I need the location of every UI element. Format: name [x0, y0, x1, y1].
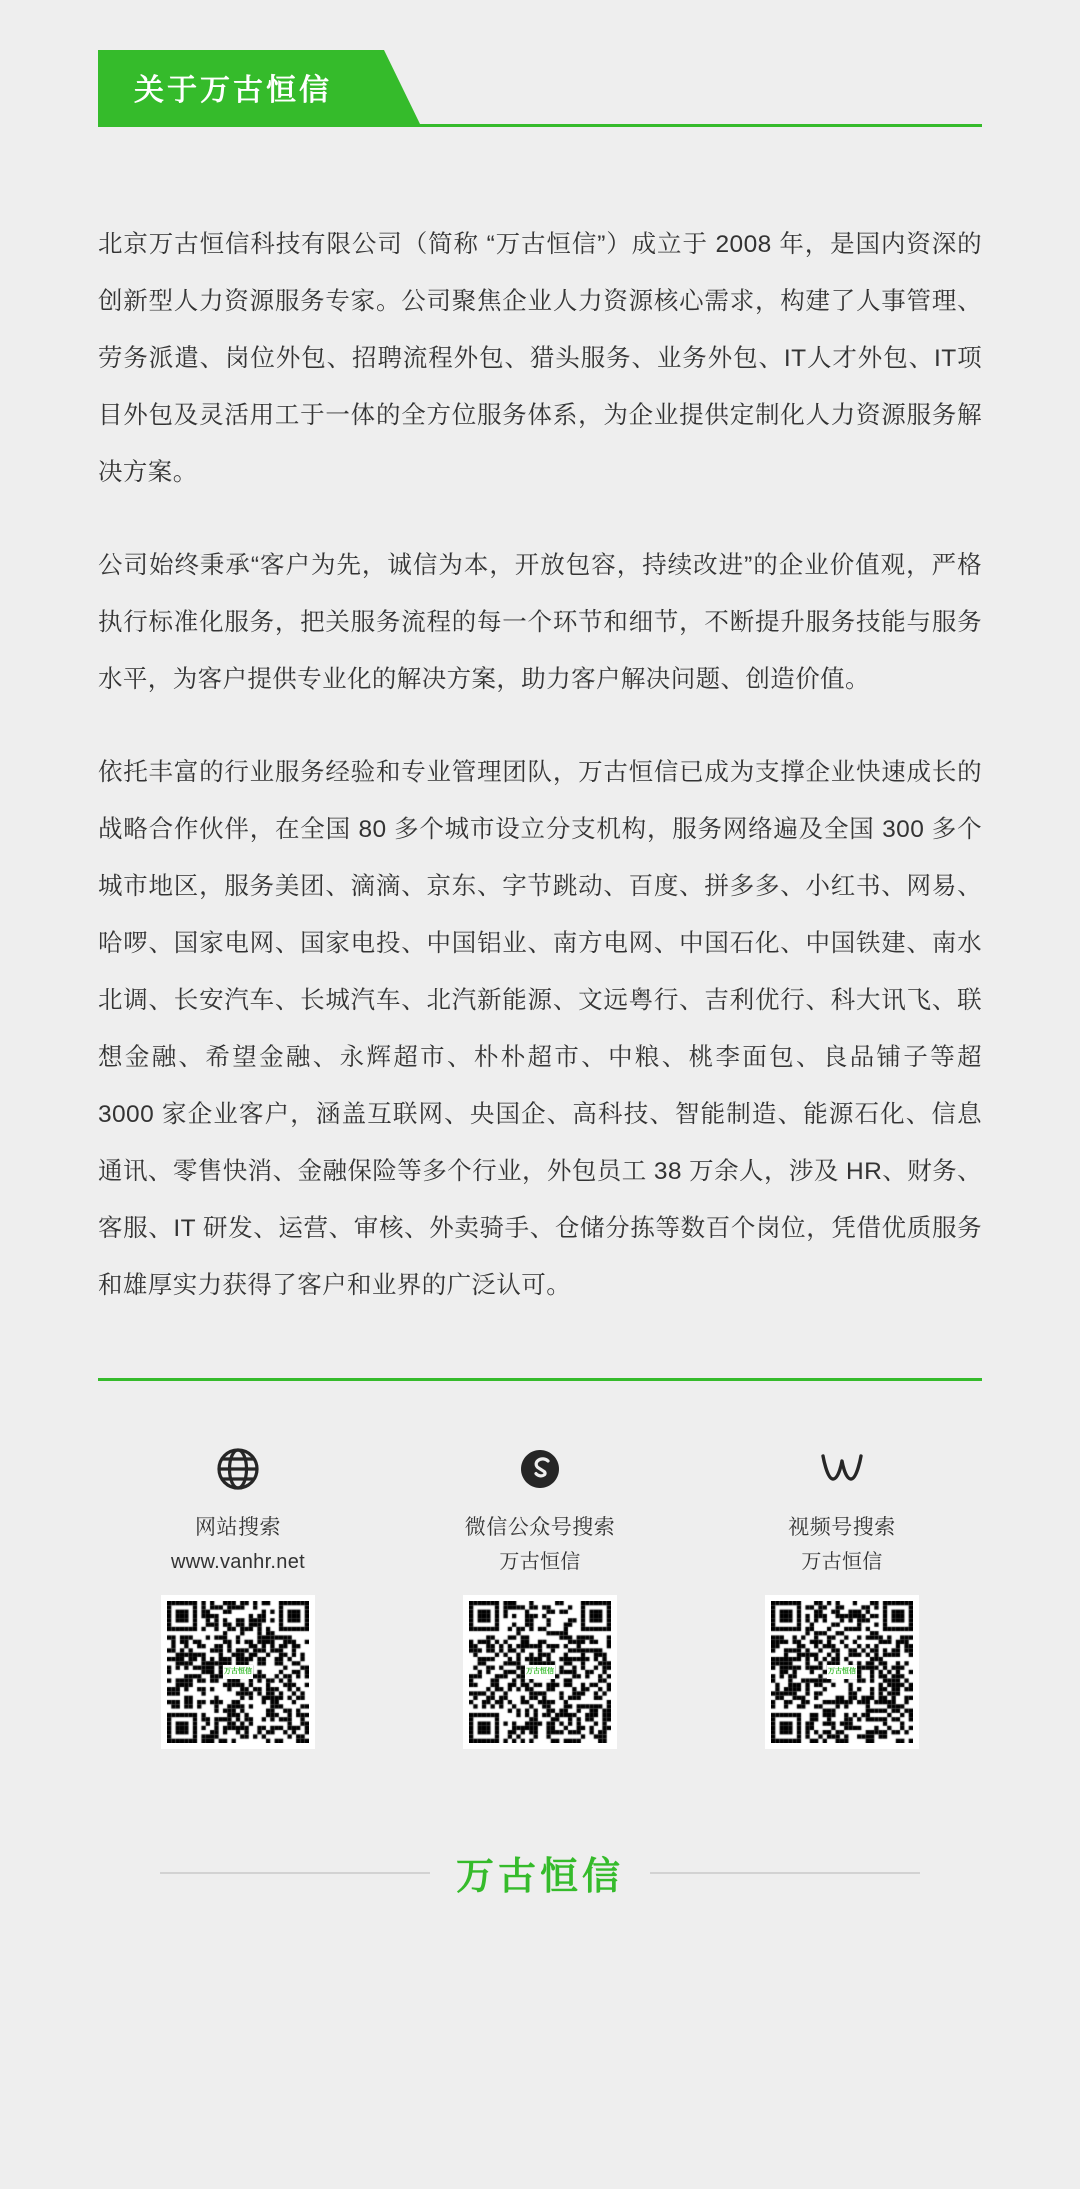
page-title: 关于万古恒信: [134, 74, 332, 107]
qr-center-label: 万古恒信: [223, 1665, 253, 1679]
paragraph-2: 公司始终秉承“客户为先，诚信为本，开放包容，持续改进”的企业价值观，严格执行标准化服务，把关服务流程的每一个环节和细节，不断提升服务技能与服务水平，为客户提供专业化的解决方案，助力客户解决问题、创造价值。: [98, 552, 982, 693]
contact-wechat-official[interactable]: [400, 1443, 680, 1749]
contact-row: [98, 1443, 982, 1749]
contact-value: www.vanhr.net: [171, 1551, 305, 1573]
paragraph-3: 依托丰富的行业服务经验和专业管理团队，万古恒信已成为支撑企业快速成长的战略合作伙伴，在全国 80 多个城市设立分支机构，服务网络遍及全国 300 多个城市地区，服务美团、滴滴、京东、字节跳动、百度、拼多多、小红书、网易、哈啰、国家电网、国家电投、中国铝业、南方电网、中国石化、中国铁建、南水北调、长安汽车、长城汽车、北汽新能源、文远粤行、吉利优行、科大讯飞、联想金融、希望金融、永辉超市、朴朴超市、中粮、桃李面包、良品铺子等超 3000 家企业客户，涵盖互联网、央国企、高科技、智能制造、能源石化、信息通讯、零售快消、金融保险等多个行业，外包员工 38 万余人，涉及 HR、财务、客服、IT 研发、运营、审核、外卖骑手、仓储分拣等数百个岗位，凭借优质服务和雄厚实力获得了客户和业界的广泛认可。: [98, 759, 982, 1299]
contact-wechat-channels[interactable]: [702, 1443, 982, 1749]
contact-label: 网站搜索: [195, 1516, 281, 1539]
paragraph-1: 北京万古恒信科技有限公司（简称 “万古恒信”）成立于 2008 年，是国内资深的创新型人力资源服务专家。公司聚焦企业人力资源核心需求，构建了人事管理、劳务派遣、岗位外包、招聘流程外包、猎头服务、业务外包、IT人才外包、IT项目外包及灵活用工于一体的全方位服务体系，为企业提供定制化人力资源服务解决方案。: [98, 231, 982, 486]
wechat-channels-icon: [816, 1443, 868, 1495]
content-divider: [98, 1378, 982, 1381]
header-divider: [98, 124, 982, 127]
qr-code-wechat-official: [463, 1595, 617, 1749]
contact-label: 视频号搜索: [788, 1516, 896, 1539]
qr-center-label: 万古恒信: [827, 1665, 857, 1679]
section-banner: [98, 50, 384, 124]
contact-website[interactable]: [98, 1443, 378, 1749]
company-intro: [98, 216, 982, 1314]
globe-icon: [212, 1443, 264, 1495]
page-footer: [98, 1845, 982, 1956]
footer-divider-left: [160, 1872, 430, 1874]
page-header: [98, 50, 982, 170]
qr-code-website: [161, 1595, 315, 1749]
qr-center-label: 万古恒信: [525, 1665, 555, 1679]
qr-code-wechat-channels: [765, 1595, 919, 1749]
footer-divider-right: [650, 1872, 920, 1874]
contact-value: 万古恒信: [499, 1551, 581, 1573]
page-root: [0, 50, 1080, 2189]
contact-label: 微信公众号搜索: [464, 1516, 616, 1539]
contact-value: 万古恒信: [801, 1551, 883, 1573]
brand-logo: 万古恒信: [455, 1856, 624, 1898]
wechat-official-icon: [514, 1443, 566, 1495]
